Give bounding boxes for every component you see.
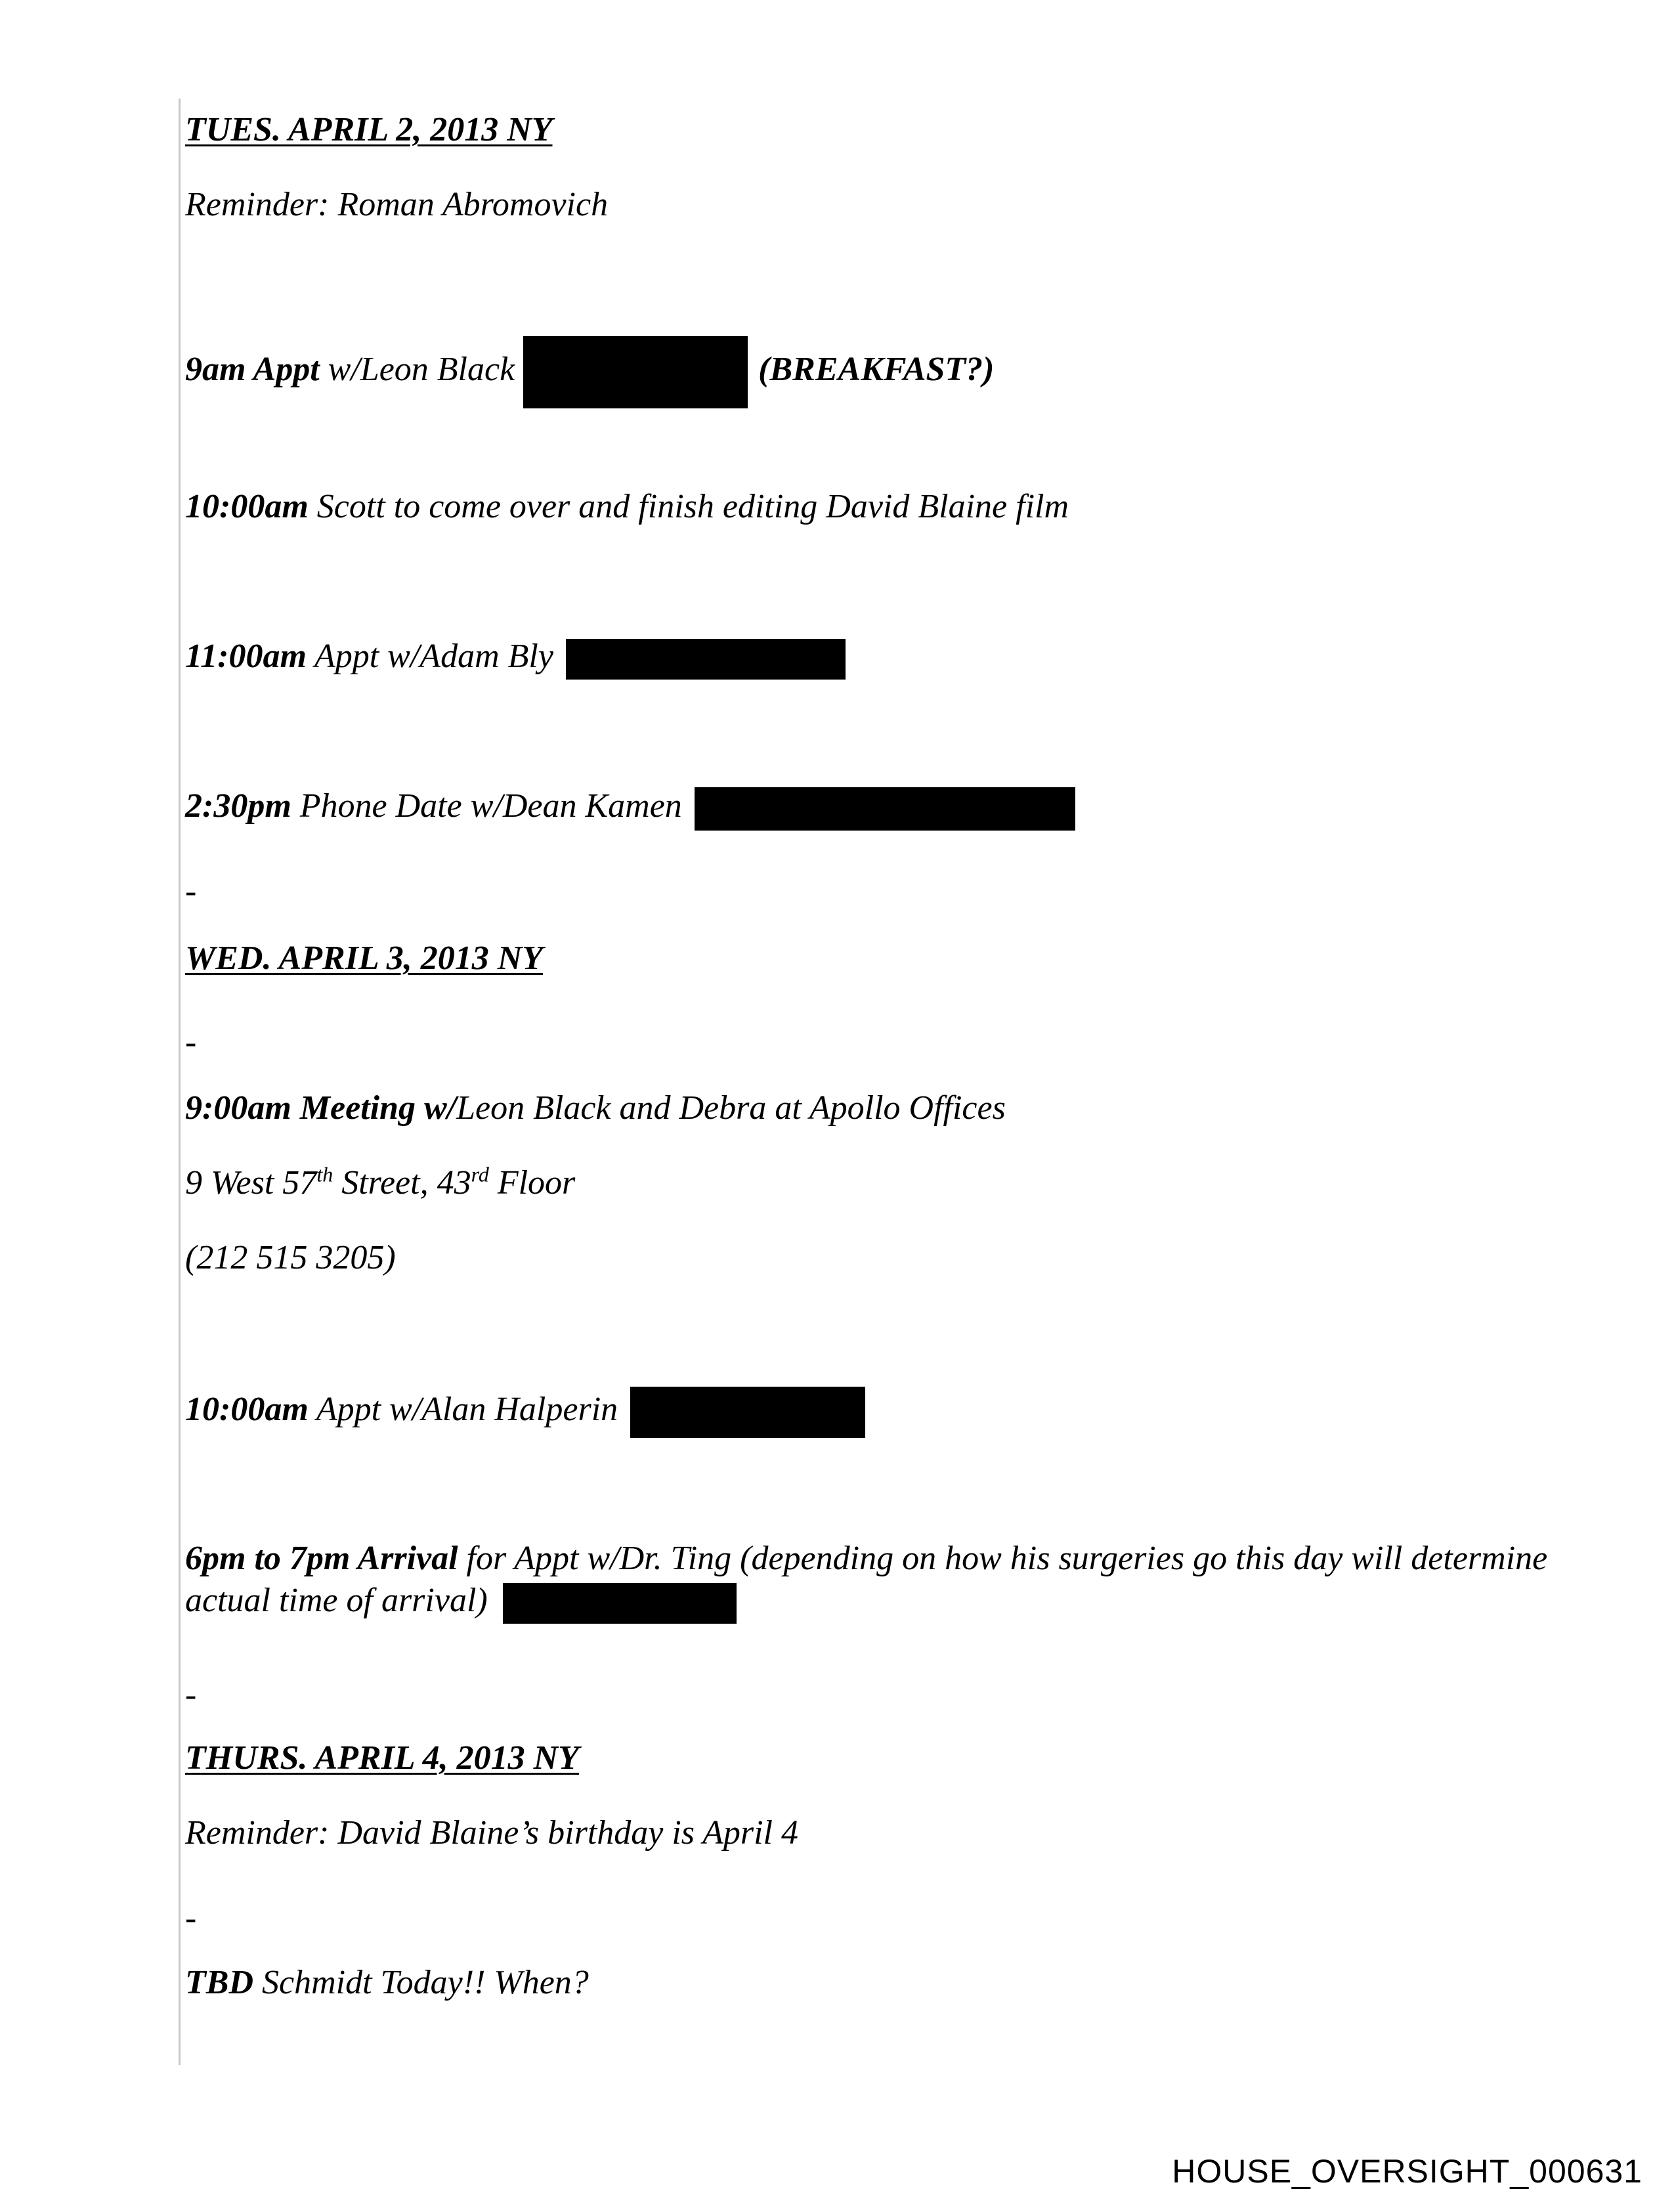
reminder-line: Reminder: David Blaine’s birthday is April 4 [185,1814,798,1852]
margin-rule [179,98,181,2065]
redaction-box [523,336,748,408]
day-header-thurs [185,1737,579,1779]
entry-text: Appt w/Alan Halperin [308,1390,618,1428]
separator-dash: - [185,1676,197,1714]
entry-alan-halperin [185,1387,865,1438]
redaction-box [503,1583,737,1624]
separator-dash: - [185,1899,197,1937]
entry-text: Phone Date w/Dean Kamen [291,787,682,825]
entry-time: 9am Appt [185,350,320,388]
day-header-text: THURS. APRIL 4, 2013 NY [185,1739,579,1777]
phone-line: (212 515 3205) [185,1239,396,1276]
address-line [185,1162,575,1204]
separator-dash: - [185,1024,197,1061]
entry-tail: (BREAKFAST?) [758,350,995,388]
address-part: 9 West 57 [185,1164,317,1202]
entry-breakfast [185,336,995,408]
address-part: Floor [488,1164,576,1202]
entry-adam-bly [185,636,846,680]
separator-dash: - [185,873,197,910]
entry-text: Appt w/Adam Bly [306,638,553,675]
entry-text: Leon Black and Debra at Apollo Offices [456,1089,1006,1127]
address-part: Street, 43 [333,1164,471,1202]
entry-schmidt [185,1962,589,2004]
entry-text: Scott to come over and finish editing David Blaine film [308,488,1069,525]
entry-dean-kamen [185,785,1075,831]
redaction-box [695,787,1075,831]
entry-time: 6pm to 7pm Arrival [185,1540,458,1577]
day-header-text: TUES. APRIL 2, 2013 NY [185,111,553,148]
day-header-wed [185,938,543,980]
day-header-text: WED. APRIL 3, 2013 NY [185,940,544,977]
entry-dr-ting [185,1538,1551,1624]
entry-text: for Appt w/Dr. Ting (depending on how his surgeries go this day will determine actual time of arrival) [185,1540,1548,1619]
reminder-line: Reminder: Roman Abromovich [185,186,609,223]
bates-number: HOUSE_OVERSIGHT_000631 [1172,2153,1642,2190]
redaction-box [566,639,846,680]
entry-text: Schmidt Today!! When? [253,1964,589,2001]
entry-apollo-meeting [185,1087,1006,1129]
entry-time: 10:00am [185,488,309,525]
entry-time: 2:30pm [185,787,291,825]
entry-time: 11:00am [185,638,307,675]
ordinal-suffix: rd [471,1162,489,1186]
day-header-tues [185,109,553,151]
ordinal-suffix: th [316,1162,333,1186]
entry-text: w/Leon Black [319,350,515,388]
entry-time: 9:00am Meeting w/ [185,1089,457,1127]
redaction-box [630,1387,865,1438]
entry-editing [185,486,1069,528]
entry-time: TBD [185,1964,253,2001]
entry-time: 10:00am [185,1390,309,1428]
